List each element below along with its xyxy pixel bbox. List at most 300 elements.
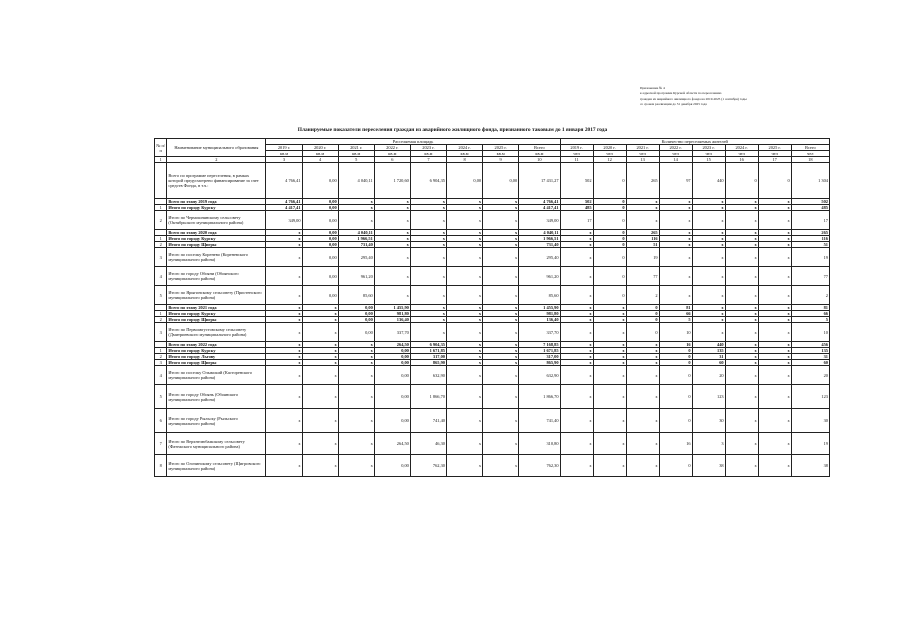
area-value: x <box>446 360 482 366</box>
people-value: x <box>758 342 791 348</box>
area-value: x <box>374 230 410 236</box>
people-value: x <box>758 236 791 242</box>
municipality-name: Итого по городу Рыльску (Рыльского муниципального района) <box>167 409 266 433</box>
municipality-name: Итого по городу Обояни (Обоянского муниципального района) <box>167 267 266 286</box>
people-year-header: 2025 г. <box>758 145 791 151</box>
people-value: x <box>758 323 791 342</box>
people-value: x <box>659 242 692 248</box>
people-value: x <box>560 455 593 477</box>
column-number: 11 <box>560 157 593 163</box>
area-value: x <box>302 360 338 366</box>
municipality-name: Итого по городу Курску <box>167 348 266 354</box>
row-number: 5 <box>155 385 167 409</box>
people-value: x <box>758 354 791 360</box>
area-value: x <box>266 248 302 267</box>
area-value: x <box>446 433 482 455</box>
area-value: x <box>446 199 482 205</box>
unit-header: кв.м <box>519 151 560 157</box>
people-value: 19 <box>791 433 829 455</box>
area-value: x <box>446 205 482 211</box>
area-year-header: 2022 г. <box>374 145 410 151</box>
area-value: 0,00 <box>302 211 338 230</box>
people-value: x <box>725 199 758 205</box>
people-value: 440 <box>692 342 725 348</box>
people-value: x <box>659 205 692 211</box>
header-area-group: Расселяемая площадь <box>266 139 560 145</box>
people-value: x <box>560 409 593 433</box>
area-value: x <box>410 311 446 317</box>
area-value: x <box>483 205 519 211</box>
row-number: 7 <box>155 433 167 455</box>
area-value: 4 417,41 <box>519 205 560 211</box>
people-value: x <box>593 366 626 385</box>
unit-header: чел <box>692 151 725 157</box>
row-number: 1 <box>155 236 167 242</box>
people-value: x <box>758 242 791 248</box>
area-value: x <box>374 236 410 242</box>
area-value: x <box>338 360 374 366</box>
table-row <box>155 323 830 342</box>
area-value: x <box>302 385 338 409</box>
header-num: № п/п <box>155 139 167 157</box>
area-value: x <box>446 236 482 242</box>
area-value: 310,80 <box>519 433 560 455</box>
area-value: x <box>410 323 446 342</box>
area-value: x <box>410 248 446 267</box>
people-value: x <box>758 348 791 354</box>
people-value: x <box>725 366 758 385</box>
area-value: x <box>302 455 338 477</box>
area-value: x <box>483 433 519 455</box>
people-value: x <box>758 199 791 205</box>
area-value: x <box>374 199 410 205</box>
people-value: 502 <box>560 199 593 205</box>
area-value: x <box>446 317 482 323</box>
area-value: 865,90 <box>519 360 560 366</box>
area-value: x <box>338 211 374 230</box>
unit-header: чел <box>725 151 758 157</box>
area-value: x <box>446 342 482 348</box>
area-value: x <box>410 286 446 305</box>
people-value: 0 <box>593 286 626 305</box>
row-number: 6 <box>155 409 167 433</box>
area-value: x <box>338 348 374 354</box>
people-value: 502 <box>791 199 829 205</box>
people-value: 0 <box>593 236 626 242</box>
area-value: 17 431,27 <box>519 163 560 199</box>
people-value: x <box>725 342 758 348</box>
people-value: 0 <box>659 385 692 409</box>
header-people-group: Количество переселяемых жителей <box>560 139 829 145</box>
area-value: x <box>338 433 374 455</box>
people-value: x <box>659 248 692 267</box>
area-value: 0,00 <box>446 163 482 199</box>
people-value: x <box>758 455 791 477</box>
people-value: 10 <box>791 323 829 342</box>
municipality-name: Всего по программе переселения, в рамках которой предусмотрено финансирование за счет средств Фонда, в т.ч.: <box>167 163 266 199</box>
people-value: x <box>626 348 659 354</box>
municipality-name: Итого по городу Щигры <box>167 242 266 248</box>
area-value: x <box>483 317 519 323</box>
area-value: x <box>266 236 302 242</box>
people-value: x <box>692 236 725 242</box>
table-row <box>155 248 830 267</box>
municipality-name: Итого по городу Курску <box>167 236 266 242</box>
area-value: x <box>410 230 446 236</box>
municipality-name: Итого по Олочинскому сельсовету (Щигровского муниципального района) <box>167 455 266 477</box>
area-value: x <box>446 348 482 354</box>
header-name: Наименование муниципального образования <box>167 139 266 157</box>
people-value: x <box>692 211 725 230</box>
area-value: x <box>446 354 482 360</box>
municipality-name: Итого по поселку Кореневo (Кореневского муниципального района) <box>167 248 266 267</box>
area-value: 632,90 <box>410 366 446 385</box>
people-value: 123 <box>692 385 725 409</box>
unit-header: кв.м <box>410 151 446 157</box>
people-value: x <box>593 409 626 433</box>
unit-header: чел <box>758 151 791 157</box>
people-value: x <box>659 286 692 305</box>
area-value: x <box>302 311 338 317</box>
area-value: x <box>266 267 302 286</box>
area-value: x <box>483 248 519 267</box>
table-row <box>155 433 830 455</box>
people-value: 502 <box>560 163 593 199</box>
area-value: 136,40 <box>374 317 410 323</box>
people-value: x <box>758 205 791 211</box>
area-value: 0,00 <box>302 248 338 267</box>
area-value: 0,00 <box>338 311 374 317</box>
people-value: x <box>725 455 758 477</box>
unit-header: кв.м <box>302 151 338 157</box>
area-value: x <box>338 342 374 348</box>
people-value: x <box>560 366 593 385</box>
area-year-header: 2020 г. <box>302 145 338 151</box>
people-value: x <box>560 360 593 366</box>
people-value: x <box>626 205 659 211</box>
people-value: x <box>692 230 725 236</box>
people-value: x <box>725 348 758 354</box>
people-value: x <box>659 236 692 242</box>
resettlement-table <box>154 138 830 477</box>
area-value: 4 040,11 <box>519 230 560 236</box>
document-title: Планируемые показатели переселения граждан из аварийного жилищного фонда, признанного таковым до 1 января 2017 года <box>297 127 608 133</box>
area-value: x <box>302 323 338 342</box>
area-value: 1 671,85 <box>519 348 560 354</box>
area-value: x <box>374 286 410 305</box>
area-value: 0,00 <box>483 163 519 199</box>
people-value: x <box>725 267 758 286</box>
area-value: 0,00 <box>302 267 338 286</box>
people-value: x <box>560 230 593 236</box>
people-value: 60 <box>692 360 725 366</box>
municipality-name: Итого по поселку Олымский (Касторенского муниципального района) <box>167 366 266 385</box>
people-value: 0 <box>593 242 626 248</box>
area-value: 136,40 <box>519 317 560 323</box>
column-number: 7 <box>410 157 446 163</box>
people-value: 0 <box>758 163 791 199</box>
people-value: 0 <box>593 230 626 236</box>
unit-header: кв.м <box>374 151 410 157</box>
people-value: 20 <box>791 366 829 385</box>
area-value: 981,80 <box>519 311 560 317</box>
area-year-header: 2021 г. <box>338 145 374 151</box>
people-year-header: Всего <box>791 145 829 151</box>
people-value: x <box>560 267 593 286</box>
people-value: 0 <box>659 409 692 433</box>
area-value: 0,00 <box>338 305 374 311</box>
people-value: x <box>560 242 593 248</box>
people-value: 0 <box>659 455 692 477</box>
municipality-name: Итого по городу Обоянь (Обоянского муниципального района) <box>167 385 266 409</box>
people-year-header: 2021 г. <box>626 145 659 151</box>
area-value: 961,20 <box>519 267 560 286</box>
column-number: 15 <box>692 157 725 163</box>
people-value: 31 <box>791 354 829 360</box>
area-value: 337,70 <box>374 323 410 342</box>
column-number: 18 <box>791 157 829 163</box>
area-value: x <box>410 199 446 205</box>
municipality-name: Итого по городу Курску <box>167 205 266 211</box>
area-value: 731,40 <box>519 242 560 248</box>
area-value: x <box>446 311 482 317</box>
people-value: x <box>593 323 626 342</box>
people-value: x <box>758 230 791 236</box>
table-row <box>155 267 830 286</box>
people-value: x <box>593 455 626 477</box>
people-value: x <box>560 385 593 409</box>
municipality-name: Итого по Верхнелюбажскому сельсовету (Фатежского муниципального района) <box>167 433 266 455</box>
area-value: x <box>410 211 446 230</box>
people-value: x <box>692 242 725 248</box>
area-value: x <box>483 199 519 205</box>
area-value: x <box>446 242 482 248</box>
people-value: 0 <box>659 354 692 360</box>
people-value: 485 <box>791 205 829 211</box>
row-number: 8 <box>155 455 167 477</box>
area-value: 731,40 <box>338 242 374 248</box>
people-value: 135 <box>692 348 725 354</box>
people-value: 3 <box>692 433 725 455</box>
people-value: 265 <box>791 230 829 236</box>
area-value: x <box>266 317 302 323</box>
area-value: x <box>446 211 482 230</box>
area-value: x <box>483 211 519 230</box>
people-value: 1 304 <box>791 163 829 199</box>
area-value: x <box>483 323 519 342</box>
people-value: 30 <box>692 409 725 433</box>
people-value: x <box>626 433 659 455</box>
area-value: x <box>446 409 482 433</box>
unit-header: чел <box>626 151 659 157</box>
people-value: x <box>659 199 692 205</box>
row-number: 1 <box>155 348 167 354</box>
area-value: x <box>266 354 302 360</box>
people-value: 0 <box>659 366 692 385</box>
people-value: x <box>725 385 758 409</box>
people-value: 77 <box>626 267 659 286</box>
area-value: 0,00 <box>302 163 338 199</box>
people-value: x <box>725 236 758 242</box>
area-value: x <box>446 286 482 305</box>
unit-header: кв.м <box>483 151 519 157</box>
people-value: x <box>659 267 692 286</box>
people-value: 16 <box>659 433 692 455</box>
area-value: 1 966,51 <box>519 236 560 242</box>
area-value: x <box>338 205 374 211</box>
area-value: 349,00 <box>266 211 302 230</box>
column-number: 6 <box>374 157 410 163</box>
row-number: 2 <box>155 211 167 230</box>
area-value: 0,00 <box>338 317 374 323</box>
area-value: x <box>266 323 302 342</box>
municipality-name: Итого по Ярыгинскому сельсовету (Пристенского муниципального района) <box>167 286 266 305</box>
people-year-header: 2019 г. <box>560 145 593 151</box>
area-value: x <box>302 348 338 354</box>
area-value: x <box>483 230 519 236</box>
people-value: x <box>560 305 593 311</box>
people-value: 0 <box>626 305 659 311</box>
people-value: 0 <box>626 323 659 342</box>
people-value: x <box>593 360 626 366</box>
people-year-header: 2022 г. <box>659 145 692 151</box>
people-value: x <box>725 354 758 360</box>
area-value: x <box>446 305 482 311</box>
people-value: 5 <box>659 317 692 323</box>
people-value: 5 <box>791 317 829 323</box>
people-value: x <box>725 433 758 455</box>
area-value: x <box>302 354 338 360</box>
area-value: 1 455,90 <box>519 305 560 311</box>
column-number: 3 <box>266 157 302 163</box>
column-number: 10 <box>519 157 560 163</box>
people-value: x <box>758 267 791 286</box>
area-value: x <box>374 267 410 286</box>
people-value: x <box>758 360 791 366</box>
municipality-name: Итого по городу Щигры <box>167 360 266 366</box>
area-value: x <box>266 230 302 236</box>
area-value: 295,40 <box>338 248 374 267</box>
people-value: x <box>692 317 725 323</box>
unit-header: чел <box>560 151 593 157</box>
people-value: 38 <box>692 455 725 477</box>
area-value: 741,40 <box>519 409 560 433</box>
people-value: 0 <box>593 163 626 199</box>
people-value: 17 <box>791 211 829 230</box>
column-number: 14 <box>659 157 692 163</box>
area-value: 4 040,11 <box>338 163 374 199</box>
people-value: 116 <box>626 236 659 242</box>
area-value: 317,00 <box>519 354 560 360</box>
area-value: 0,00 <box>374 455 410 477</box>
people-value: x <box>593 305 626 311</box>
area-value: x <box>374 242 410 248</box>
area-value: x <box>410 267 446 286</box>
area-value: 0,00 <box>374 409 410 433</box>
area-value: x <box>302 433 338 455</box>
people-value: 38 <box>791 455 829 477</box>
area-value: x <box>446 366 482 385</box>
row-number: 3 <box>155 360 167 366</box>
area-value: 0,00 <box>374 348 410 354</box>
people-value: 135 <box>791 348 829 354</box>
municipality-name: Всего по этапу 2020 года <box>167 230 266 236</box>
people-value: 123 <box>791 385 829 409</box>
area-value: 762,30 <box>519 455 560 477</box>
people-year-header: 2020 г. <box>593 145 626 151</box>
area-value: 0,00 <box>374 366 410 385</box>
people-value: 19 <box>791 248 829 267</box>
area-value: x <box>483 311 519 317</box>
people-value: x <box>593 311 626 317</box>
area-value: x <box>483 236 519 242</box>
people-value: x <box>626 360 659 366</box>
municipality-name: Итого по Чермошнянскому сельсовету (Октябрьского муниципального района) <box>167 211 266 230</box>
unit-header: чел <box>659 151 692 157</box>
column-number: 9 <box>483 157 519 163</box>
people-value: 81 <box>659 305 692 311</box>
people-value: x <box>758 305 791 311</box>
people-value: x <box>692 199 725 205</box>
municipality-name: Всего по этапу 2021 года <box>167 305 266 311</box>
people-value: x <box>560 342 593 348</box>
area-value: 0,00 <box>374 360 410 366</box>
people-value: x <box>692 267 725 286</box>
area-value: 4 766,41 <box>266 199 302 205</box>
table-row <box>155 211 830 230</box>
area-value: x <box>483 409 519 433</box>
table-row <box>155 163 830 199</box>
table-body <box>155 163 830 477</box>
area-value: 0,00 <box>302 205 338 211</box>
area-value: 317,00 <box>410 354 446 360</box>
people-value: 81 <box>791 305 829 311</box>
area-value: 295,40 <box>519 248 560 267</box>
area-value: 6 904,35 <box>410 163 446 199</box>
people-value: x <box>692 248 725 267</box>
area-value: 1 455,90 <box>374 305 410 311</box>
people-value: 0 <box>626 311 659 317</box>
area-value: 4 766,41 <box>519 199 560 205</box>
area-value: x <box>446 323 482 342</box>
people-value: x <box>725 211 758 230</box>
column-number: 17 <box>758 157 791 163</box>
people-value: x <box>692 205 725 211</box>
people-value: 20 <box>692 366 725 385</box>
people-value: x <box>593 354 626 360</box>
area-value: x <box>410 305 446 311</box>
people-value: x <box>560 286 593 305</box>
people-value: 265 <box>626 163 659 199</box>
row-number: 2 <box>155 242 167 248</box>
people-value: x <box>626 366 659 385</box>
area-value: 0,00 <box>374 385 410 409</box>
area-value: 4 040,11 <box>338 230 374 236</box>
people-value: x <box>659 211 692 230</box>
municipality-name: Всего по этапу 2022 года <box>167 342 266 348</box>
area-value: x <box>266 286 302 305</box>
people-value: 51 <box>791 242 829 248</box>
people-value: x <box>626 354 659 360</box>
row-number: 2 <box>155 354 167 360</box>
area-value: 865,90 <box>410 360 446 366</box>
area-value: 46,30 <box>410 433 446 455</box>
people-value: 0 <box>593 211 626 230</box>
people-value: 66 <box>791 311 829 317</box>
municipality-name: Итого по Первоавгустовскому сельсовету (Дмитриевского муниципального района) <box>167 323 266 342</box>
area-value: 1 866,70 <box>519 385 560 409</box>
people-value: x <box>758 317 791 323</box>
